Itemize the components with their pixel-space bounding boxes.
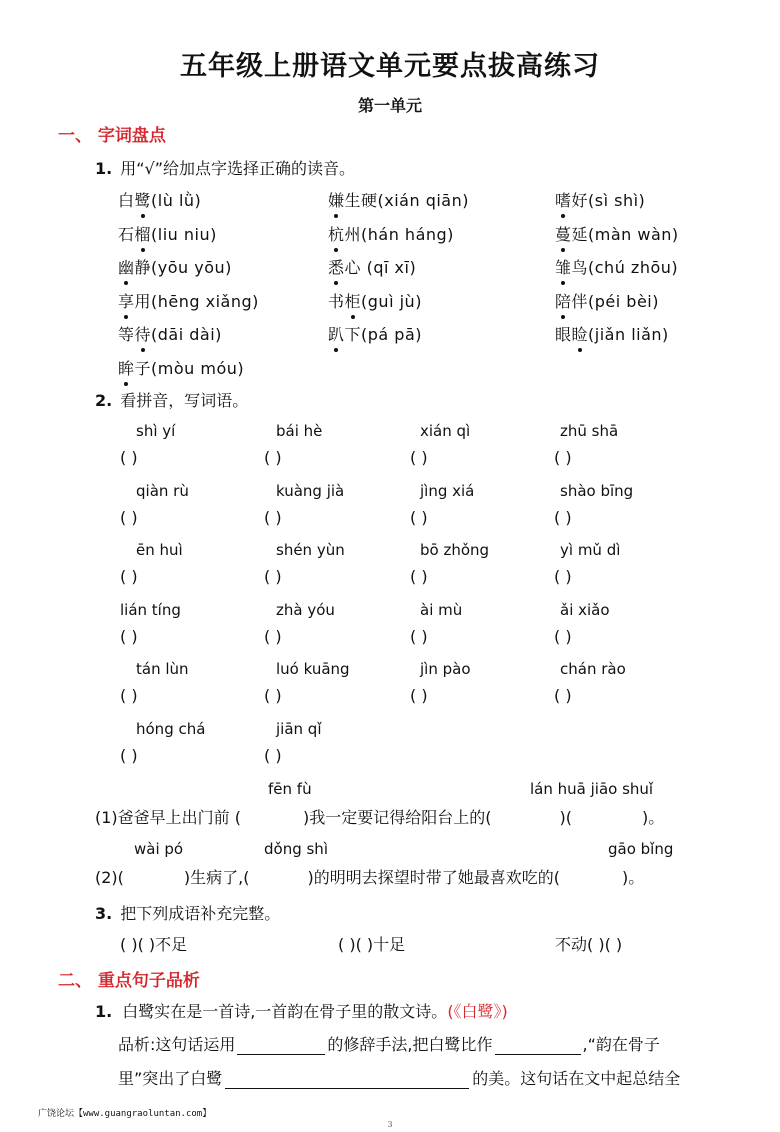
pinyin-label: shén yùn bbox=[276, 541, 345, 559]
answer-parentheses[interactable]: ( ) bbox=[410, 567, 428, 586]
reading-item[interactable] bbox=[118, 356, 244, 379]
sentence-part: )的明明去探望时带了她最喜欢吃的( bbox=[307, 868, 560, 887]
dotted-character: 柜 bbox=[345, 289, 362, 312]
pinyin-label: luó kuāng bbox=[276, 660, 350, 678]
question-3 bbox=[95, 901, 280, 924]
analysis-text: ,“韵在骨子 bbox=[582, 1035, 660, 1054]
pinyin-label: lián tíng bbox=[120, 600, 181, 619]
idiom-2[interactable]: ( )( )十足 bbox=[338, 935, 406, 954]
page-number: 3 bbox=[387, 1120, 393, 1129]
analysis-text: 品析:这句话运用 bbox=[118, 1035, 236, 1054]
reading-item[interactable] bbox=[555, 188, 645, 211]
question-number: 3. bbox=[95, 904, 113, 923]
pinyin-label: ēn huì bbox=[136, 541, 183, 559]
reading-text: 静(yōu yōu) bbox=[134, 258, 232, 277]
sentence-part: (2)( bbox=[95, 868, 124, 887]
reading-text: (guì jù) bbox=[361, 291, 422, 311]
reading-text: 白 bbox=[118, 191, 135, 210]
fill-sentence-1 bbox=[95, 805, 664, 828]
answer-parentheses[interactable]: ( ) bbox=[410, 448, 428, 467]
reading-text: (liu niu) bbox=[151, 224, 217, 244]
pinyin-label: hóng chá bbox=[136, 719, 206, 738]
section-heading-2: 二、 重点句子品析 bbox=[58, 971, 200, 991]
question-text: 把下列成语补充完整。 bbox=[120, 904, 281, 923]
pinyin-label: kuàng jià bbox=[276, 481, 345, 500]
pinyin-label: qiàn rù bbox=[136, 481, 189, 500]
reading-item[interactable] bbox=[118, 289, 259, 312]
answer-parentheses[interactable]: ( ) bbox=[264, 507, 282, 527]
sentence-text: 白鹭实在是一首诗,一首韵在骨子里的散文诗。 bbox=[122, 1002, 448, 1021]
question-text: 看拼音，写词语。 bbox=[120, 391, 249, 410]
pinyin-hint: gāo bǐng bbox=[608, 840, 674, 858]
pinyin-hint: lán huā jiāo shuǐ bbox=[530, 780, 654, 798]
reading-text: 好(sì shì) bbox=[571, 191, 646, 210]
reading-item[interactable] bbox=[328, 222, 454, 245]
reading-text: (jiǎn liǎn) bbox=[588, 325, 669, 344]
reading-text: 石 bbox=[118, 224, 135, 244]
answer-parentheses[interactable]: ( ) bbox=[554, 567, 572, 586]
pinyin-label: zhū shā bbox=[560, 422, 619, 440]
reading-item[interactable] bbox=[118, 222, 217, 245]
answer-blank[interactable] bbox=[495, 1035, 581, 1055]
pinyin-hint: wài pó bbox=[134, 840, 184, 858]
reading-text: 延(màn wàn) bbox=[571, 224, 679, 244]
reading-text: 眼 bbox=[555, 325, 572, 344]
reading-item[interactable] bbox=[555, 255, 678, 278]
dotted-character: 陪 bbox=[555, 289, 572, 312]
answer-parentheses[interactable]: ( ) bbox=[120, 686, 138, 705]
reading-item[interactable] bbox=[328, 289, 422, 312]
reading-text: (lù lǜ) bbox=[151, 191, 202, 210]
reading-item[interactable] bbox=[328, 188, 469, 211]
sentence-source: (《白鹭》) bbox=[447, 1002, 508, 1021]
reading-text: (dāi dài) bbox=[151, 325, 222, 344]
pinyin-label: xián qì bbox=[420, 422, 471, 440]
sentence-part: )生病了,( bbox=[183, 868, 250, 887]
answer-blank[interactable] bbox=[237, 1035, 325, 1055]
dotted-character: 嫌 bbox=[328, 188, 345, 211]
reading-text: 心 (qī xī) bbox=[344, 258, 417, 277]
pinyin-label: jìn pào bbox=[420, 660, 471, 678]
answer-parentheses[interactable]: ( ) bbox=[264, 745, 282, 765]
pinyin-label: jiān qǐ bbox=[276, 719, 322, 738]
answer-parentheses[interactable]: ( ) bbox=[410, 507, 428, 527]
analysis-text: 里”突出了白鹭 bbox=[118, 1069, 223, 1088]
footer-source: 广饶论坛【www.guangraoluntan.com】 bbox=[38, 1109, 212, 1119]
reading-text: 州(hán háng) bbox=[344, 224, 454, 244]
question-1 bbox=[95, 156, 355, 179]
reading-text: 生硬(xián qiān) bbox=[344, 191, 469, 210]
answer-parentheses[interactable]: ( ) bbox=[120, 448, 138, 467]
dotted-character: 杭 bbox=[328, 222, 345, 245]
sentence-1 bbox=[95, 999, 508, 1022]
question-number: 1. bbox=[95, 159, 113, 178]
reading-item[interactable] bbox=[555, 322, 669, 345]
pinyin-label: bō zhǒng bbox=[420, 541, 490, 559]
answer-parentheses[interactable]: ( ) bbox=[554, 686, 572, 705]
sentence-part: (1)爸爸早上出门前 ( bbox=[95, 808, 241, 827]
question-2 bbox=[95, 388, 248, 411]
sentence-part: )我一定要记得给阳台上的( bbox=[303, 808, 492, 827]
question-text: 用“√”给加点字选择正确的读音。 bbox=[120, 159, 355, 178]
analysis-text: 的修辞手法,把白鹭比作 bbox=[327, 1035, 493, 1054]
reading-text: 鸟(chú zhōu) bbox=[571, 258, 679, 277]
answer-blank[interactable] bbox=[225, 1069, 469, 1089]
sentence-part: )。 bbox=[641, 808, 665, 827]
reading-text: 伴(péi bèi) bbox=[571, 291, 659, 311]
fill-sentence-2 bbox=[95, 865, 644, 888]
reading-text: 子(mòu móu) bbox=[134, 358, 245, 378]
analysis-line-2 bbox=[118, 1066, 680, 1089]
analysis-line-1 bbox=[118, 1032, 660, 1055]
sentence-part: )。 bbox=[621, 868, 645, 887]
unit-subtitle: 第一单元 bbox=[357, 96, 422, 115]
answer-parentheses[interactable]: ( ) bbox=[120, 745, 138, 765]
answer-parentheses[interactable]: ( ) bbox=[120, 567, 138, 586]
answer-parentheses[interactable]: ( ) bbox=[264, 686, 282, 705]
dotted-character: 待 bbox=[135, 322, 152, 345]
answer-parentheses[interactable]: ( ) bbox=[554, 448, 572, 467]
reading-text: 用(hēng xiǎng) bbox=[134, 291, 259, 311]
pinyin-label: yì mǔ dì bbox=[560, 541, 621, 559]
answer-parentheses[interactable]: ( ) bbox=[120, 507, 138, 527]
pinyin-label: chán rào bbox=[560, 660, 626, 678]
analysis-text: 的美。这句话在文中起总结全 bbox=[472, 1069, 681, 1088]
pinyin-label: ài mù bbox=[420, 600, 463, 619]
pinyin-hint: fēn fù bbox=[268, 780, 312, 798]
answer-parentheses[interactable]: ( ) bbox=[264, 626, 282, 646]
dotted-character: 睑 bbox=[572, 322, 589, 345]
pinyin-label: tán lùn bbox=[136, 660, 189, 678]
answer-parentheses[interactable]: ( ) bbox=[554, 626, 572, 646]
reading-item[interactable] bbox=[118, 322, 222, 345]
dotted-character: 蔓 bbox=[555, 222, 572, 245]
pinyin-label: shì yí bbox=[136, 422, 176, 440]
sentence-number: 1. bbox=[95, 1002, 113, 1021]
reading-text: 书 bbox=[328, 291, 345, 311]
reading-item[interactable] bbox=[555, 289, 659, 312]
sentence-part: )( bbox=[559, 808, 572, 827]
section-heading-1: 一、 字词盘点 bbox=[58, 126, 166, 146]
pinyin-label: jìng xiá bbox=[420, 481, 475, 500]
answer-parentheses[interactable]: ( ) bbox=[554, 507, 572, 527]
dotted-character: 眸 bbox=[118, 356, 135, 379]
reading-item[interactable] bbox=[118, 188, 201, 211]
dotted-character: 趴 bbox=[328, 322, 345, 345]
dotted-character: 鹭 bbox=[135, 188, 152, 211]
dotted-character: 榴 bbox=[135, 222, 152, 245]
reading-item[interactable] bbox=[555, 222, 679, 245]
pinyin-label: ǎi xiǎo bbox=[560, 600, 610, 619]
answer-parentheses[interactable]: ( ) bbox=[410, 686, 428, 705]
reading-text: 下(pá pā) bbox=[344, 325, 423, 344]
reading-item[interactable] bbox=[118, 255, 232, 278]
reading-text: 等 bbox=[118, 325, 135, 344]
dotted-character: 雏 bbox=[555, 255, 572, 278]
pinyin-hint: dǒng shì bbox=[264, 840, 328, 858]
dotted-character: 悉 bbox=[328, 255, 345, 278]
page-title: 五年级上册语文单元要点拔高练习 bbox=[180, 51, 600, 82]
pinyin-label: bái hè bbox=[276, 422, 323, 440]
idiom-3[interactable]: 不动( )( ) bbox=[555, 935, 623, 954]
idiom-1[interactable]: ( )( )不足 bbox=[120, 935, 188, 954]
reading-item[interactable] bbox=[328, 255, 416, 278]
answer-parentheses[interactable]: ( ) bbox=[264, 567, 282, 586]
answer-parentheses[interactable]: ( ) bbox=[120, 626, 138, 646]
pinyin-label: zhà yóu bbox=[276, 600, 335, 619]
reading-item[interactable] bbox=[328, 322, 422, 345]
pinyin-label: shào bīng bbox=[560, 481, 634, 500]
dotted-character: 幽 bbox=[118, 255, 135, 278]
answer-parentheses[interactable]: ( ) bbox=[410, 626, 428, 646]
answer-parentheses[interactable]: ( ) bbox=[264, 448, 282, 467]
dotted-character: 嗜 bbox=[555, 188, 572, 211]
question-number: 2. bbox=[95, 391, 113, 410]
dotted-character: 享 bbox=[118, 289, 135, 312]
